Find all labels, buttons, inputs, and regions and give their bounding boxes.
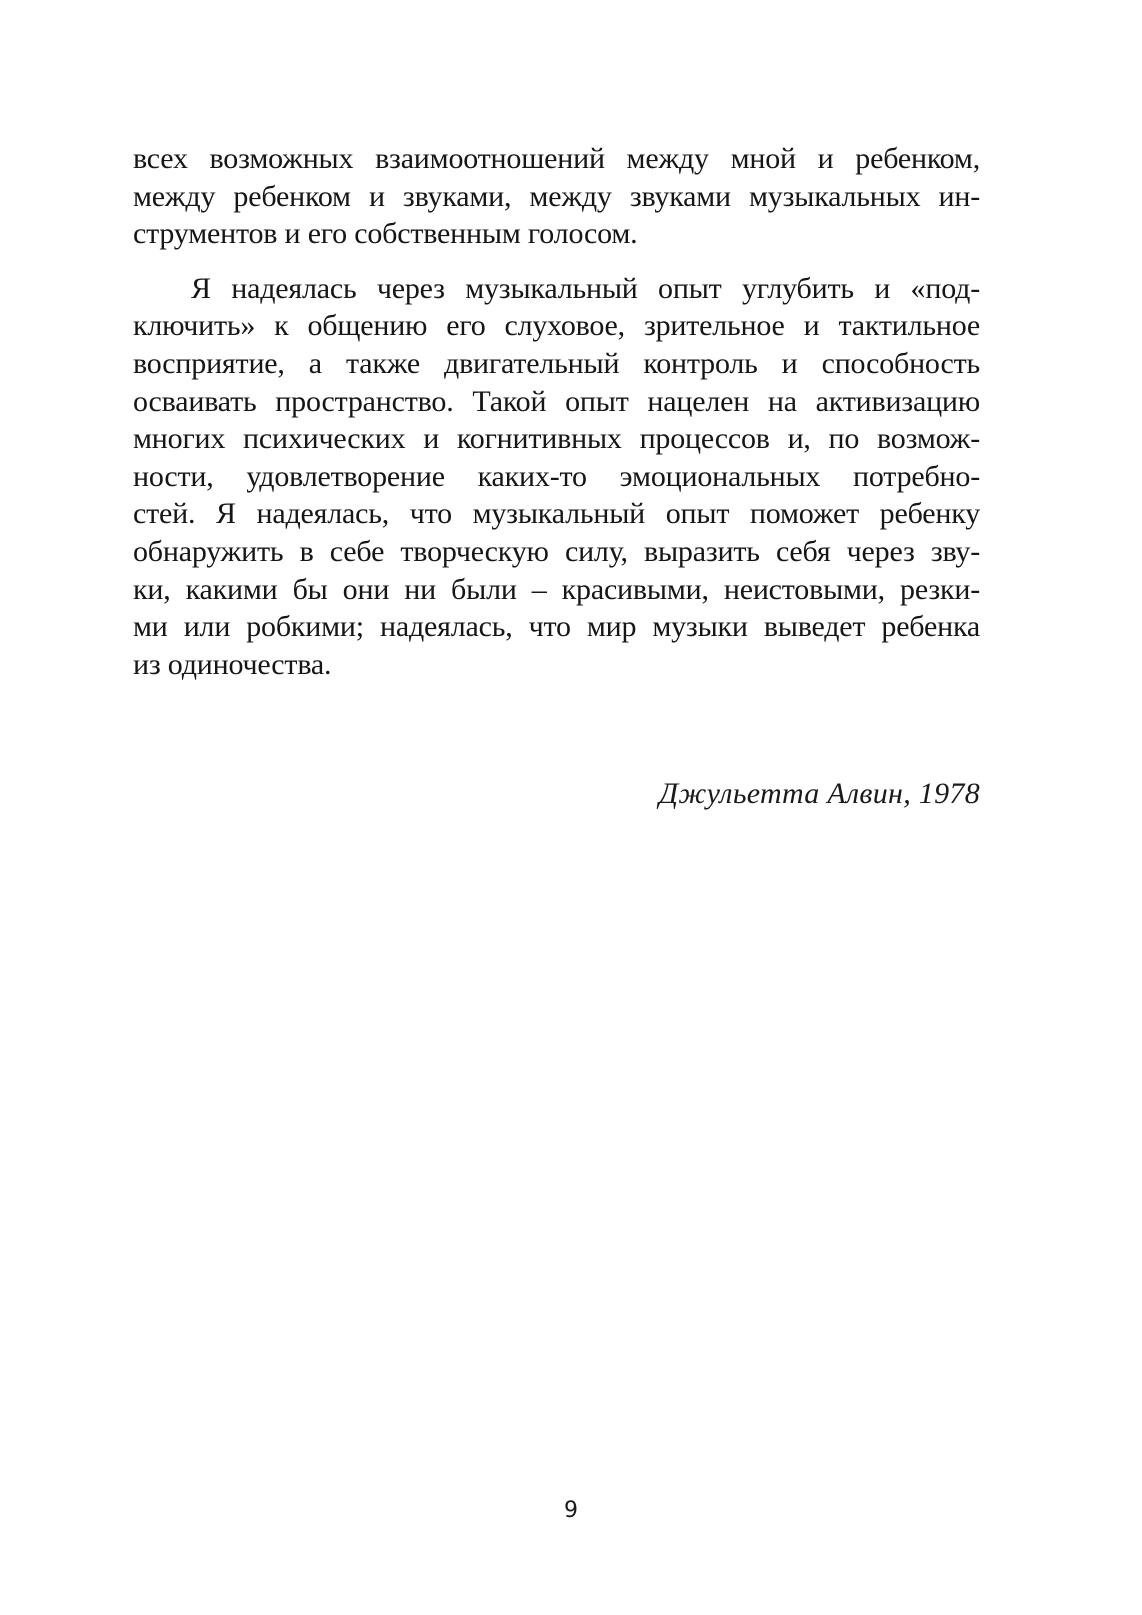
text-line <box>133 178 980 216</box>
text-line-content: ности, удовлетворение каких-то эмоциональных потребно- <box>133 459 980 493</box>
paragraph-1 <box>133 140 980 253</box>
text-line-content: ки, какими бы они ни были – красивыми, неистовыми, резки- <box>133 572 980 606</box>
text-line <box>133 646 980 684</box>
text-line <box>133 495 980 533</box>
text-line-content: обнаружить в себе творческую силу, выразить себя через зву- <box>133 534 980 568</box>
text-line <box>133 383 980 421</box>
text-line <box>133 215 980 253</box>
text-line <box>133 270 980 308</box>
text-line-content: осваивать пространство. Такой опыт нацелен на активизацию <box>133 384 980 418</box>
text-line <box>133 571 980 609</box>
page-number: 9 <box>564 1498 578 1523</box>
text-line <box>133 608 980 646</box>
text-line-content: стей. Я надеялась, что музыкальный опыт поможет ребенку <box>133 497 980 531</box>
text-line-content: ключить» к общению его слуховое, зрительное и тактильное <box>133 309 980 343</box>
text-line <box>133 533 980 571</box>
text-line-content: Я надеялась через музыкальный опыт углубить и «под- <box>191 271 980 305</box>
text-line-content: между ребенком и звуками, между звуками музыкальных ин- <box>133 179 980 213</box>
text-line <box>133 307 980 345</box>
text-line <box>133 420 980 458</box>
text-line <box>133 140 980 178</box>
text-line-content: восприятие, а также двигательный контроль и способность <box>133 346 980 380</box>
text-line <box>133 345 980 383</box>
text-line-content: многих психических и когнитивных процессов и, по возмож- <box>133 422 980 456</box>
body-text <box>133 140 980 683</box>
paragraph-2 <box>133 270 980 684</box>
text-line-content: струментов и его собственным голосом. <box>133 217 638 251</box>
text-line-content: ми или робкими; надеялась, что мир музыки выведет ребенка <box>133 610 980 644</box>
quote-attribution: Джульетта Алвин, 1978 <box>659 777 980 810</box>
text-line <box>133 458 980 496</box>
text-line-content: всех возможных взаимоотношений между мной и ребенком, <box>133 142 980 175</box>
text-line-content: из одиночества. <box>133 647 332 681</box>
